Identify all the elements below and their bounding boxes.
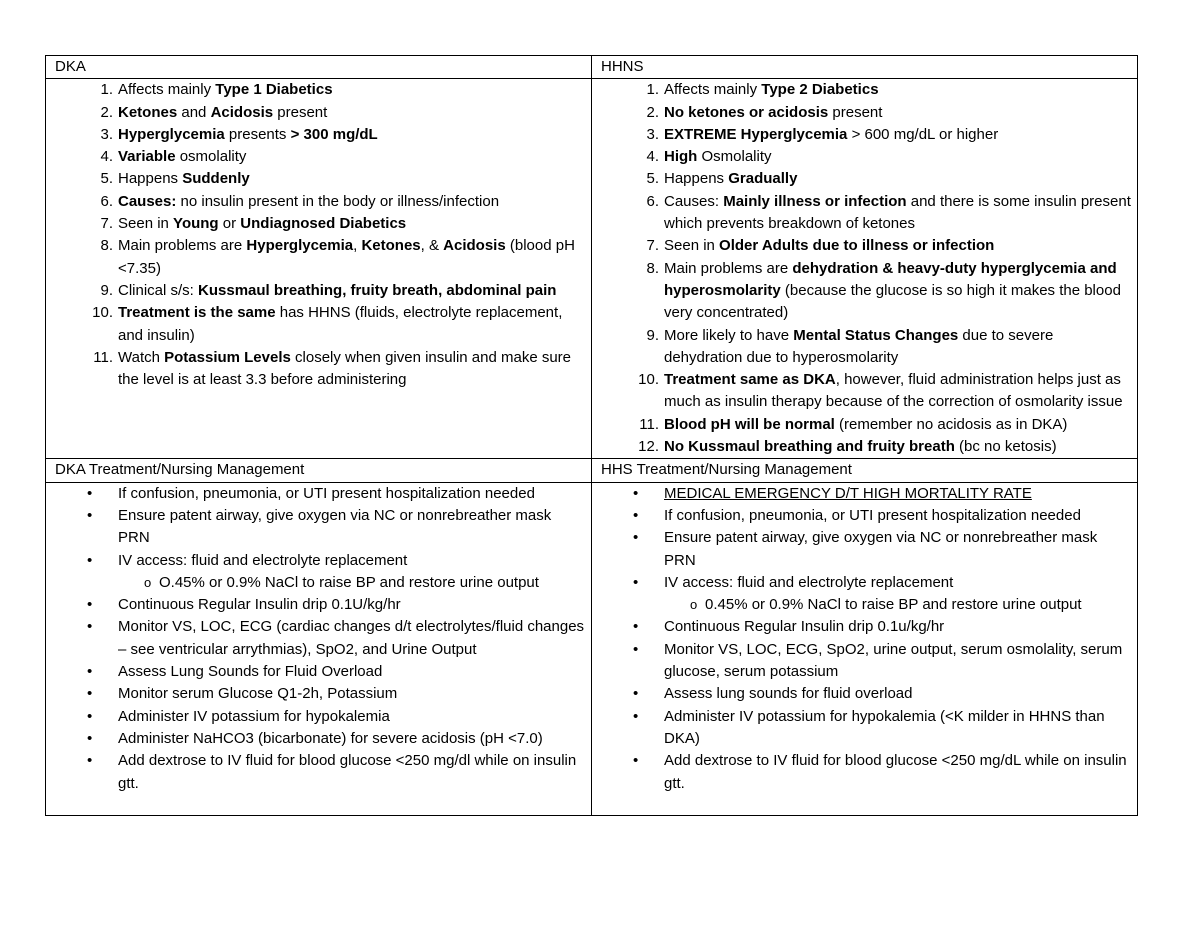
text-run: Happens — [664, 170, 729, 188]
header-row-bottom — [46, 459, 1138, 482]
list-item — [601, 616, 1133, 638]
item-number: 4. — [100, 148, 113, 166]
bullet-icon: • — [87, 685, 93, 703]
item-number: 12. — [638, 438, 659, 456]
item-text: Administer NaHCO3 (bicarbonate) for severe acidosis (pH <7.0) — [118, 729, 543, 747]
item-text — [118, 193, 499, 210]
item-text: 0.45% or 0.9% NaCl to raise BP and restore urine output — [705, 596, 1082, 614]
list-item — [601, 258, 1133, 325]
text-run: More likely to have — [664, 326, 794, 344]
text-run: due to severe dehydration due to hyperosmolarity — [664, 326, 1054, 366]
item-text: MEDICAL EMERGENCY D/T HIGH MORTALITY RATE — [664, 484, 1032, 502]
header-row-top — [46, 56, 1138, 79]
item-text: Assess lung sounds for fluid overload — [664, 685, 913, 703]
comparison-table — [45, 55, 1138, 816]
list-item — [601, 235, 1133, 257]
list-item — [55, 728, 587, 750]
bold-text: Young — [173, 215, 219, 233]
item-text: Assess Lung Sounds for Fluid Overload — [118, 663, 383, 681]
item-text — [664, 81, 879, 98]
text-run: Osmolality — [697, 148, 772, 166]
list-item — [55, 750, 587, 795]
bold-text: Ketones — [118, 103, 178, 121]
item-text — [664, 193, 1131, 232]
bullet-icon: • — [87, 506, 93, 524]
bold-text: Undiagnosed Diabetics — [240, 215, 407, 233]
hhs-treatment-list — [592, 482, 1138, 815]
item-text: If confusion, pneumonia, or UTI present hospitalization needed — [118, 484, 535, 502]
item-text — [664, 126, 998, 143]
item-text — [118, 148, 246, 165]
item-text: O.45% or 0.9% NaCl to raise BP and restore urine output — [159, 573, 539, 591]
item-number: 7. — [646, 237, 659, 255]
bullet-icon: • — [633, 573, 639, 591]
text-run: osmolality — [175, 148, 247, 166]
item-text — [664, 438, 1057, 455]
content-row-top — [46, 79, 1138, 459]
item-number: 1. — [100, 81, 113, 99]
list-item — [601, 572, 1133, 594]
bold-text: Mainly illness or infection — [723, 192, 907, 210]
item-text: IV access: fluid and electrolyte replacement — [664, 573, 954, 591]
bold-text: Type 1 Diabetics — [215, 81, 333, 99]
item-text: Continuous Regular Insulin drip 0.1U/kg/hr — [118, 596, 401, 614]
sub-list-item — [601, 594, 1133, 616]
item-text — [118, 170, 250, 187]
bullet-icon: • — [87, 663, 93, 681]
list-item — [55, 550, 587, 572]
bold-text: dehydration & heavy-duty hyperglycemia and hyperosmolarity — [664, 259, 1117, 299]
item-text: Ensure patent airway, give oxygen via NC or nonrebreather mask PRN — [664, 529, 1098, 569]
item-text — [118, 81, 333, 98]
bullet-icon: • — [633, 529, 639, 547]
bullet-icon: • — [87, 752, 93, 770]
item-number: 4. — [646, 148, 659, 166]
item-text: Ensure patent airway, give oxygen via NC or nonrebreather mask PRN — [118, 506, 552, 547]
bullet-icon: • — [87, 484, 93, 502]
dka-list — [46, 79, 592, 459]
list-item — [601, 527, 1133, 572]
list-item — [55, 235, 587, 280]
item-text — [118, 237, 575, 276]
bullet-icon: • — [87, 707, 93, 725]
bold-text: Causes: — [118, 192, 177, 210]
item-text: Monitor VS, LOC, ECG, SpO2, urine output, serum osmolality, serum glucose, serum potassium — [664, 640, 1123, 681]
item-number: 2. — [100, 103, 113, 121]
list-item — [55, 683, 587, 705]
bullet-icon: • — [87, 596, 93, 614]
item-number: 5. — [100, 170, 113, 188]
text-run: present — [828, 103, 883, 121]
dka-treatment-header: DKA Treatment/Nursing Management — [46, 459, 592, 482]
item-text: IV access: fluid and electrolyte replacement — [118, 551, 408, 569]
circle-bullet-icon: o — [690, 597, 698, 613]
item-text — [664, 148, 772, 165]
dka-treatment-list — [46, 482, 592, 815]
text-run: (blood pH <7.35) — [118, 237, 575, 277]
item-number: 9. — [100, 281, 113, 299]
list-item — [601, 369, 1133, 414]
text-run: has HHNS (fluids, electrolyte replacement, and insulin) — [118, 304, 563, 344]
text-run: present — [273, 103, 328, 121]
bold-text: > 300 mg/dL — [290, 125, 378, 143]
bullet-icon: • — [87, 729, 93, 747]
text-run: and there is some insulin present which prevents breakdown of ketones — [664, 192, 1131, 233]
list-item — [55, 302, 587, 347]
list-item — [55, 594, 587, 616]
text-run: (remember no acidosis as in DKA) — [834, 415, 1068, 433]
list-item — [55, 483, 587, 505]
item-number: 11. — [93, 348, 113, 366]
bullet-icon: • — [633, 707, 639, 725]
text-run: closely when given insulin and make sure the level is at least 3.3 before administering — [118, 348, 572, 389]
list-item — [601, 750, 1133, 795]
item-text: Administer IV potassium for hypokalemia — [118, 707, 390, 725]
list-item — [55, 661, 587, 683]
list-item — [55, 213, 587, 235]
item-number: 10. — [92, 304, 113, 322]
text-run: Seen in — [664, 237, 720, 255]
bullet-icon: • — [633, 484, 639, 502]
item-text: Add dextrose to IV fluid for blood glucose <250 mg/dL while on insulin gtt. — [664, 752, 1127, 792]
list-item — [55, 706, 587, 728]
bold-text: Acidosis — [210, 103, 274, 121]
bold-text: Hyperglycemia — [118, 125, 225, 143]
list-item — [55, 280, 587, 302]
bold-text: No ketones or acidosis — [664, 103, 829, 121]
item-text — [664, 260, 1121, 322]
item-text — [118, 304, 562, 343]
text-run: and — [177, 103, 211, 121]
item-number: 10. — [638, 371, 659, 389]
list-item — [601, 79, 1133, 101]
bold-text: Mental Status Changes — [793, 326, 959, 344]
item-text: Continuous Regular Insulin drip 0.1u/kg/hr — [664, 618, 945, 636]
item-text — [664, 416, 1067, 433]
bold-text: Ketones — [361, 237, 421, 255]
bold-text: Treatment is the same — [118, 304, 276, 322]
bullet-icon: • — [633, 640, 639, 658]
bold-text: Type 2 Diabetics — [761, 81, 879, 99]
text-run: Affects mainly — [118, 81, 216, 99]
list-item — [55, 79, 587, 101]
bold-text: No Kussmaul breathing and fruity breath — [664, 438, 955, 456]
list-item — [55, 347, 587, 392]
bold-text: Potassium Levels — [164, 348, 291, 366]
text-run: > 600 mg/dL or higher — [847, 125, 999, 143]
list-item — [601, 683, 1133, 705]
list-item — [601, 146, 1133, 168]
bold-text: Gradually — [728, 170, 798, 188]
bullet-icon: • — [633, 506, 639, 524]
bold-text: Variable — [118, 148, 176, 166]
bullet-icon: • — [633, 685, 639, 703]
item-text: If confusion, pneumonia, or UTI present hospitalization needed — [664, 506, 1081, 524]
list-item — [55, 146, 587, 168]
list-item — [55, 191, 587, 213]
text-run: Clinical s/s: — [118, 281, 199, 299]
item-number: 5. — [646, 170, 659, 188]
bullet-icon: • — [87, 618, 93, 636]
list-item — [601, 706, 1133, 751]
item-text: Administer IV potassium for hypokalemia (<K milder in HHNS than DKA) — [664, 707, 1105, 747]
text-run: , & — [420, 237, 444, 255]
item-number: 8. — [646, 259, 659, 277]
list-item — [601, 124, 1133, 146]
item-text — [664, 170, 797, 187]
sub-list-item — [55, 572, 587, 594]
text-run: or — [218, 215, 241, 233]
hhns-header: HHNS — [592, 56, 1138, 79]
bullet-icon: • — [633, 752, 639, 770]
list-item — [601, 414, 1133, 436]
text-run: (because the glucose is so high it makes the blood very concentrated) — [664, 281, 1121, 322]
text-run: Watch — [118, 348, 165, 366]
list-item — [601, 483, 1133, 505]
bold-text: Blood pH will be normal — [664, 415, 835, 433]
item-number: 3. — [646, 125, 659, 143]
item-number: 1. — [646, 81, 659, 99]
text-run: Happens — [118, 170, 183, 188]
text-run: presents — [224, 125, 291, 143]
item-text: Monitor serum Glucose Q1-2h, Potassium — [118, 685, 398, 703]
list-item — [601, 436, 1133, 458]
list-item — [601, 639, 1133, 684]
text-run: Main problems are — [664, 259, 793, 277]
bullet-icon: • — [633, 618, 639, 636]
item-text — [118, 282, 556, 299]
item-text — [118, 349, 571, 388]
hhs-treatment-header: HHS Treatment/Nursing Management — [592, 459, 1138, 482]
list-item — [601, 191, 1133, 236]
content-row-bottom — [46, 482, 1138, 815]
item-text — [664, 104, 882, 121]
item-number: 11. — [639, 415, 659, 433]
item-number: 6. — [100, 192, 113, 210]
bold-text: Treatment same as DKA — [664, 371, 836, 389]
dka-header: DKA — [46, 56, 592, 79]
item-number: 3. — [100, 125, 113, 143]
text-run: (bc no ketosis) — [954, 438, 1057, 456]
list-item — [601, 505, 1133, 527]
text-run: Main problems are — [118, 237, 247, 255]
bullet-icon: • — [87, 551, 93, 569]
item-text — [118, 104, 327, 121]
text-run: no insulin present in the body or illness/infection — [176, 192, 500, 210]
item-number: 2. — [646, 103, 659, 121]
list-item — [55, 168, 587, 190]
item-text: Add dextrose to IV fluid for blood glucose <250 mg/dl while on insulin gtt. — [118, 752, 577, 792]
text-run: Seen in — [118, 215, 174, 233]
list-item — [601, 325, 1133, 370]
item-number: 8. — [100, 237, 113, 255]
bold-text: Suddenly — [182, 170, 250, 188]
bold-text: Acidosis — [443, 237, 506, 255]
text-run: Causes: — [664, 192, 724, 210]
list-item — [55, 505, 587, 550]
list-item — [55, 616, 587, 661]
item-number: 6. — [646, 192, 659, 210]
item-text — [664, 237, 994, 254]
item-text — [118, 126, 378, 143]
item-text — [664, 327, 1053, 366]
bold-text: Older Adults due to illness or infection — [719, 237, 995, 255]
text-run: , however, fluid administration helps just as much as insulin therapy because of the correction of osmolarity issue — [664, 371, 1123, 411]
text-run: Affects mainly — [664, 81, 762, 99]
item-number: 7. — [100, 215, 113, 233]
text-run: , — [353, 237, 362, 255]
hhns-list — [592, 79, 1138, 459]
bold-text: Hyperglycemia — [246, 237, 354, 255]
bold-text: Kussmaul breathing, fruity breath, abdominal pain — [198, 281, 557, 299]
item-text — [664, 371, 1123, 410]
circle-bullet-icon: o — [144, 574, 152, 590]
bold-text: EXTREME Hyperglycemia — [664, 125, 848, 143]
list-item — [601, 168, 1133, 190]
item-number: 9. — [646, 326, 659, 344]
bold-text: High — [664, 148, 698, 166]
list-item — [601, 102, 1133, 124]
item-text — [118, 215, 406, 232]
list-item — [55, 102, 587, 124]
list-item — [55, 124, 587, 146]
item-text: Monitor VS, LOC, ECG (cardiac changes d/t electrolytes/fluid changes – see ventricular arrythmias), SpO2, and Urine Output — [118, 618, 585, 658]
